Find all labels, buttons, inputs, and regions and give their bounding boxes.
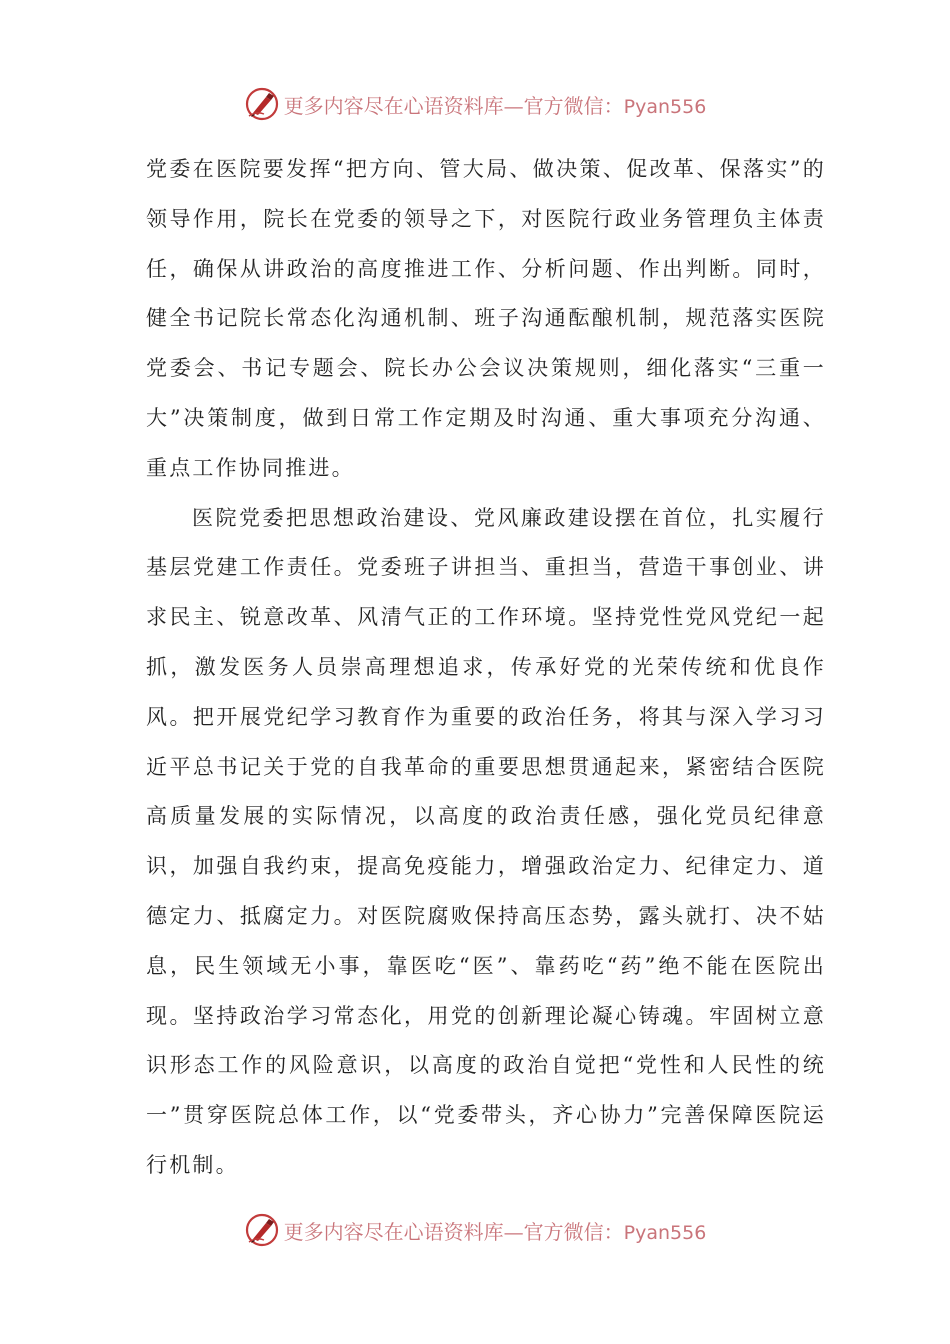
paragraph-party-building: 医院党委把思想政治建设、党风廉政建设摆在首位，扎实履行基层党建工作责任。党委班子讲担当、重担当，营造干事创业、讲求民主、锐意改革、风清气正的工作环境。坚持党性党风党纪一起抓，激发医务人员崇高理想追求，传承好党的光荣传统和优良作风。把开展党纪学习教育作为重要的政治任务，将其与深入学习习近平总书记关于党的自我革命的重要思想贯通起来，紧密结合医院高质量发展的实际情况，以高度的政治责任感，强化党员纪律意识，加强自我约束，提高免疫能力，增强政治定力、纪律定力、道德定力、抵腐定力。对医院腐败保持高压态势，露头就打、决不姑息，民生领域无小事，靠医吃“医”、靠药吃“药”绝不能在医院出现。坚持政治学习常态化，用党的创新理论凝心铸魂。牢固树立意识形态工作的风险意识，以高度的政治自觉把“党性和人民性的统一”贯穿医院总体工作，以“党委带头，齐心协力”完善保障医院运行机制。	[146, 505, 826, 1177]
pen-nib-icon	[244, 86, 280, 122]
pen-nib-icon	[244, 1212, 280, 1248]
watermark-text: 更多内容尽在心语资料库—官方微信：Pyan556	[283, 93, 707, 118]
header-watermark	[0, 84, 950, 124]
document-body	[146, 145, 826, 1191]
footer-watermark	[0, 1210, 950, 1250]
wechat-id: Pyan556	[623, 1221, 707, 1244]
wechat-id: Pyan556	[623, 95, 707, 118]
watermark-text: 更多内容尽在心语资料库—官方微信：Pyan556	[283, 1219, 707, 1244]
paragraph-leadership: 党委在医院要发挥“把方向、管大局、做决策、促改革、保落实”的领导作用，院长在党委的领导之下，对医院行政业务管理负主体责任，确保从讲政治的高度推进工作、分析问题、作出判断。同时，健全书记院长常态化沟通机制、班子沟通酝酿机制，规范落实医院党委会、书记专题会、院长办公会议决策规则，细化落实“三重一大”决策制度，做到日常工作定期及时沟通、重大事项充分沟通、重点工作协同推进。	[146, 157, 826, 480]
